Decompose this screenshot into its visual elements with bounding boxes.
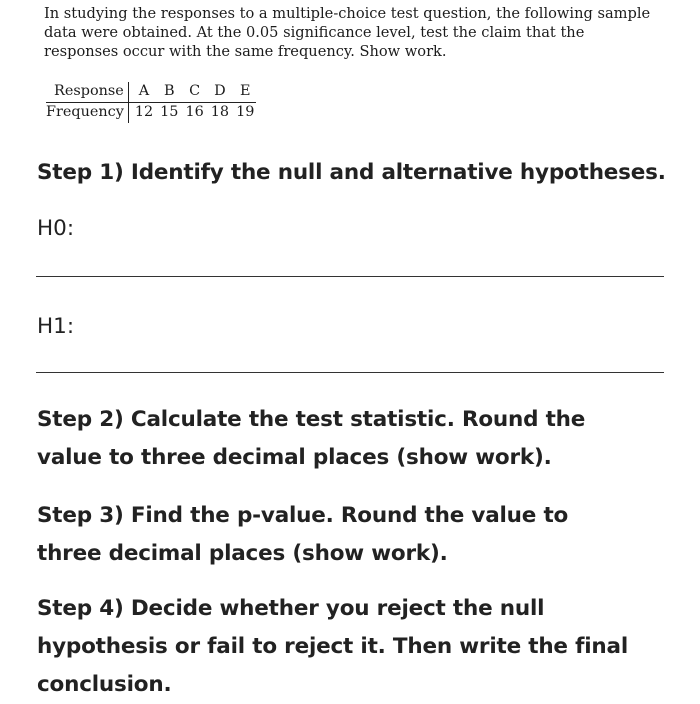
- response-cell: B: [155, 82, 180, 103]
- frequency-cell: 16: [185, 104, 204, 120]
- response-cell: D: [206, 82, 231, 103]
- step-4-heading: Step 4) Decide whether you reject the null hypothesis or fail to reject it. Then write the final conclusion.: [37, 596, 629, 697]
- problem-statement: In studying the responses to a multiple-choice test question, the following sample data were obtained. At the 0.05 significance level, test the claim that the responses occur with the same frequency. Show work.: [44, 5, 651, 60]
- frequency-cell: 15: [160, 104, 179, 120]
- frequency-label: Frequency: [46, 103, 128, 124]
- frequency-cell: 18: [210, 104, 230, 120]
- frequency-table: [46, 82, 256, 123]
- h0-label: H0:: [37, 216, 75, 241]
- h1-answer-line[interactable]: [36, 372, 664, 373]
- frequency-cell: 19: [236, 104, 255, 120]
- step-3-heading: Step 3) Find the p-value. Round the value to three decimal places (show work).: [37, 503, 569, 566]
- response-cell: E: [231, 82, 256, 103]
- response-label: Response: [46, 82, 128, 103]
- step-2-heading: Step 2) Calculate the test statistic. Round the value to three decimal places (show work).: [37, 407, 586, 470]
- h0-answer-line[interactable]: [36, 276, 664, 277]
- frequency-cell: 12: [134, 104, 154, 120]
- step-1-heading: Step 1) Identify the null and alternative hypotheses.: [37, 160, 666, 185]
- response-cell: A: [128, 82, 155, 103]
- h1-label: H1:: [37, 314, 75, 339]
- frequency-row: [46, 103, 256, 124]
- response-cell: C: [180, 82, 205, 103]
- response-row: [46, 82, 256, 103]
